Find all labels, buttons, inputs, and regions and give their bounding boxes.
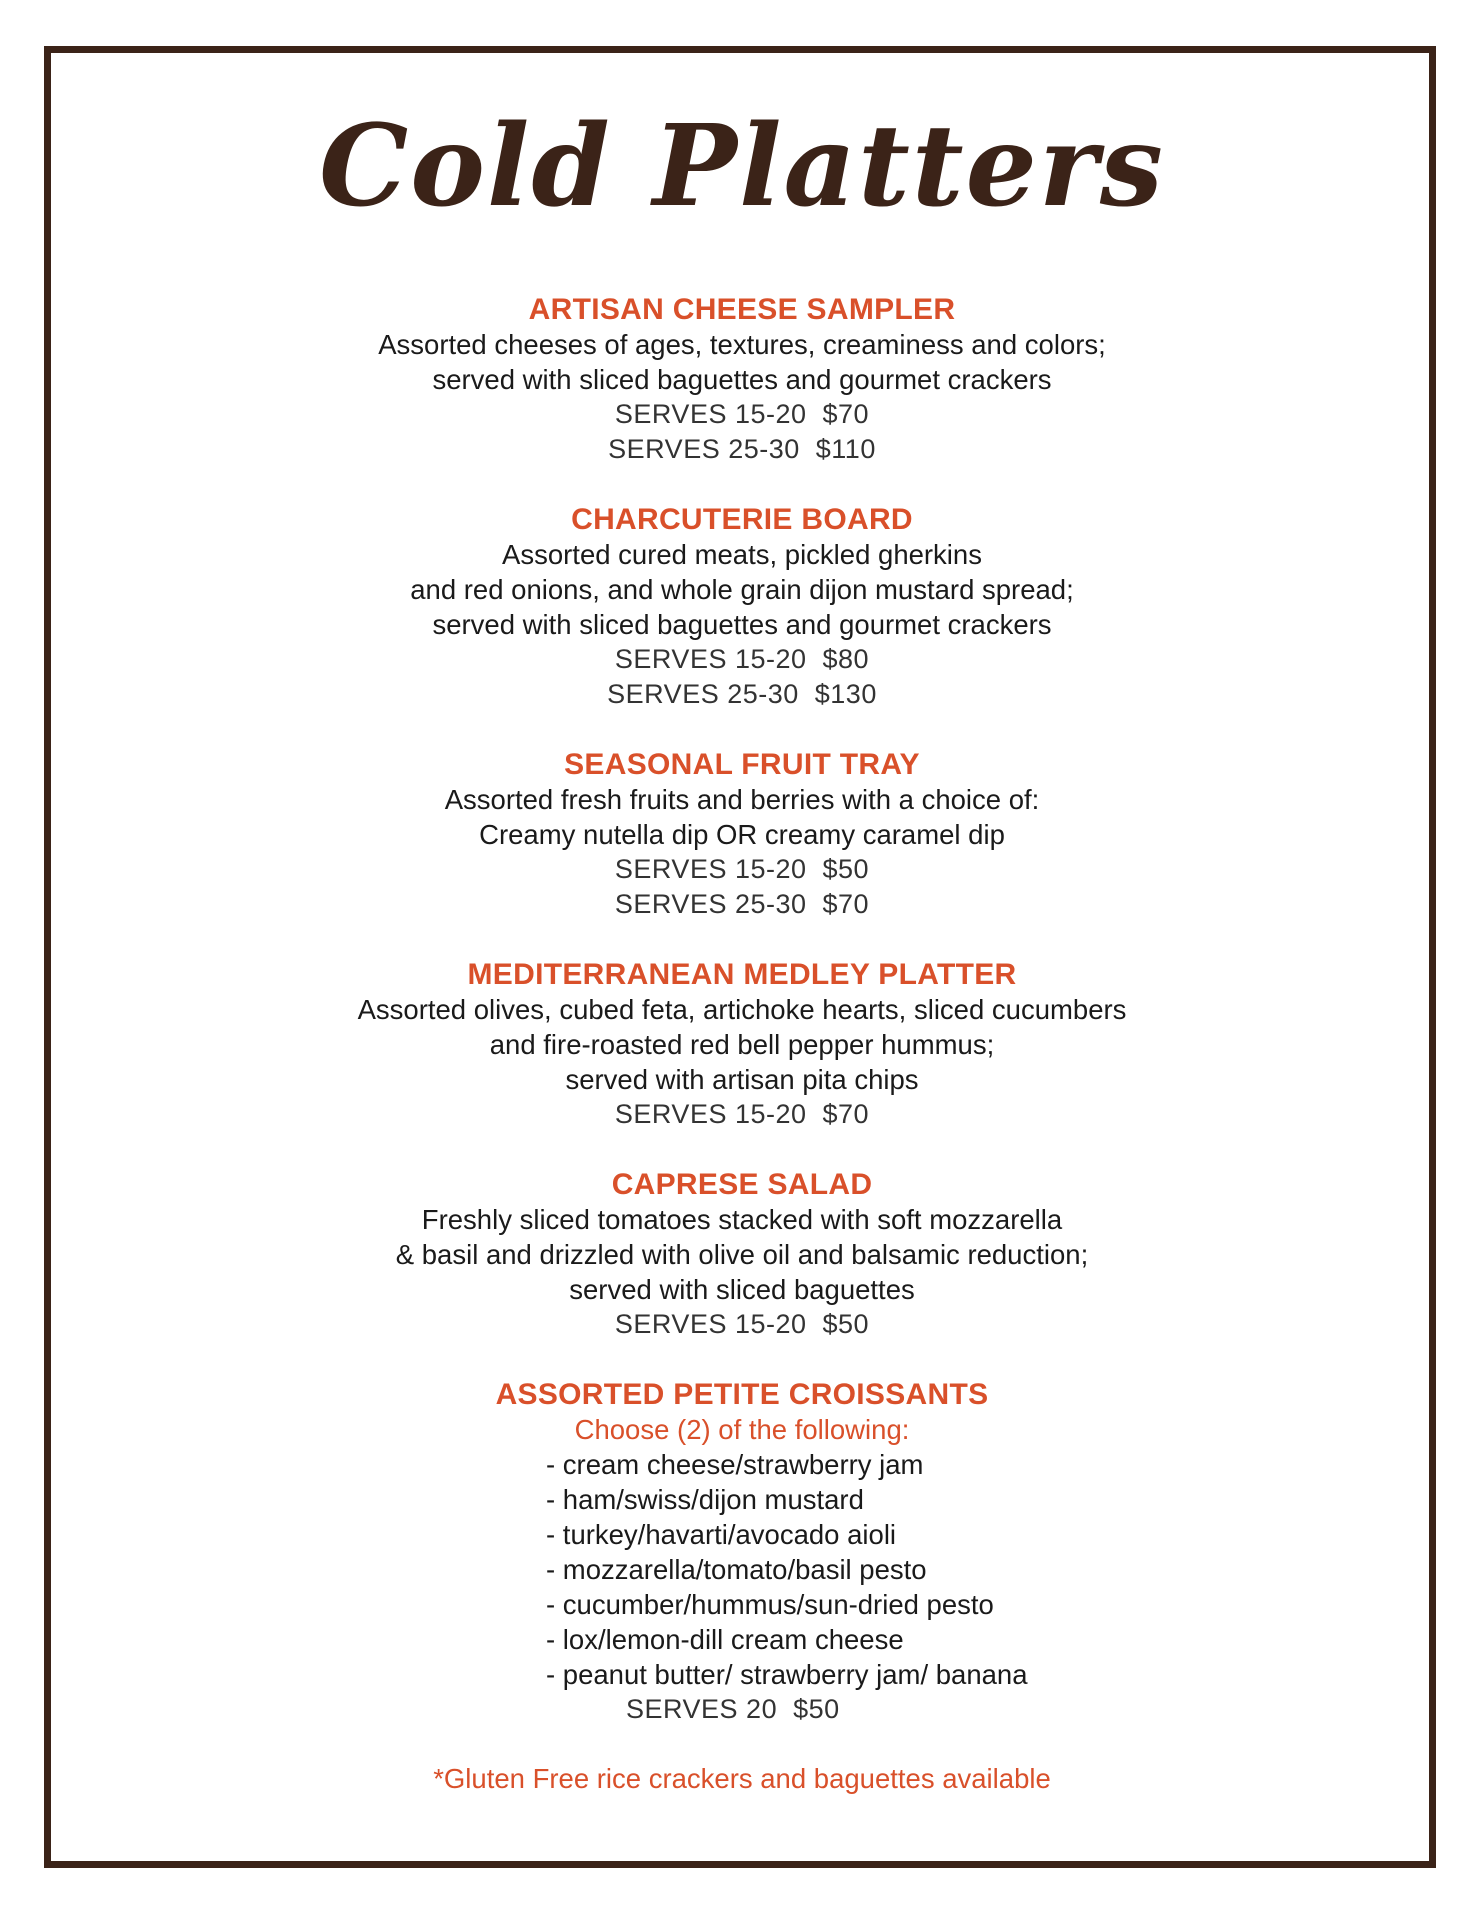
item-description-line: & basil and drizzled with olive oil and balsamic reduction; <box>395 1239 1089 1270</box>
item-description-line: Assorted cheeses of ages, textures, creaminess and colors; <box>378 329 1106 360</box>
item-name: CAPRESE SALAD <box>611 1168 873 1201</box>
item-description-line: Assorted cured meats, pickled gherkins <box>502 539 982 570</box>
item-name: MEDITERRANEAN MEDLEY PLATTER <box>467 958 1017 991</box>
list-item: - turkey/havarti/avocado aioli <box>546 1519 897 1550</box>
item-description-line: served with artisan pita chips <box>565 1064 919 1095</box>
item-serves-price: SERVES 15-20 $70 <box>614 399 870 429</box>
item-name: SEASONAL FRUIT TRAY <box>564 748 920 781</box>
menu-item-charcuterie <box>0 502 1484 712</box>
item-serves-price: SERVES 15-20 $50 <box>614 854 870 884</box>
list-item: - cucumber/hummus/sun-dried pesto <box>546 1589 994 1620</box>
item-serves-price: SERVES 15-20 $70 <box>614 1099 870 1129</box>
list-item: - mozzarella/tomato/basil pesto <box>546 1554 927 1585</box>
menu-item-croissants <box>0 1377 1484 1727</box>
item-name: ARTISAN CHEESE SAMPLER <box>528 293 956 326</box>
item-description-line: Assorted olives, cubed feta, artichoke hearts, sliced cucumbers <box>357 994 1127 1025</box>
item-description-line: and red onions, and whole grain dijon mustard spread; <box>410 574 1074 605</box>
item-name: CHARCUTERIE BOARD <box>571 503 913 536</box>
item-serves-price: SERVES 25-30 $130 <box>607 679 877 709</box>
item-serves-price: SERVES 25-30 $110 <box>608 434 876 464</box>
menu-content <box>0 292 1484 1796</box>
item-serves-price: SERVES 15-20 $80 <box>614 644 870 674</box>
list-item: - ham/swiss/dijon mustard <box>546 1484 864 1515</box>
item-description-line: served with sliced baguettes <box>569 1274 915 1305</box>
item-description-line: Creamy nutella dip OR creamy caramel dip <box>479 819 1005 850</box>
item-name: ASSORTED PETITE CROISSANTS <box>495 1378 989 1411</box>
choose-instruction: Choose (2) of the following: <box>574 1414 910 1445</box>
page-title: Cold Platters <box>319 101 1165 232</box>
item-description-line: and fire-roasted red bell pepper hummus; <box>489 1029 995 1060</box>
list-item: - peanut butter/ strawberry jam/ banana <box>546 1659 1028 1690</box>
item-serves-price: SERVES 20 $50 <box>626 1694 840 1724</box>
list-item: - lox/lemon-dill cream cheese <box>546 1624 904 1655</box>
croissant-options-list <box>546 1447 1146 1692</box>
menu-item-mediterranean <box>0 957 1484 1132</box>
item-description-line: Freshly sliced tomatoes stacked with soft mozzarella <box>421 1204 1063 1235</box>
item-serves-price: SERVES 25-30 $70 <box>614 889 870 919</box>
gluten-free-footnote: *Gluten Free rice crackers and baguettes available <box>433 1763 1051 1794</box>
item-description-line: served with sliced baguettes and gourmet crackers <box>432 609 1052 640</box>
menu-item-fruit-tray <box>0 747 1484 922</box>
menu-item-caprese <box>0 1167 1484 1342</box>
list-item: - cream cheese/strawberry jam <box>546 1449 924 1480</box>
item-description-line: Assorted fresh fruits and berries with a choice of: <box>444 784 1040 815</box>
item-serves-price: SERVES 15-20 $50 <box>614 1309 870 1339</box>
menu-item-artisan-cheese <box>0 292 1484 467</box>
item-description-line: served with sliced baguettes and gourmet crackers <box>432 364 1052 395</box>
